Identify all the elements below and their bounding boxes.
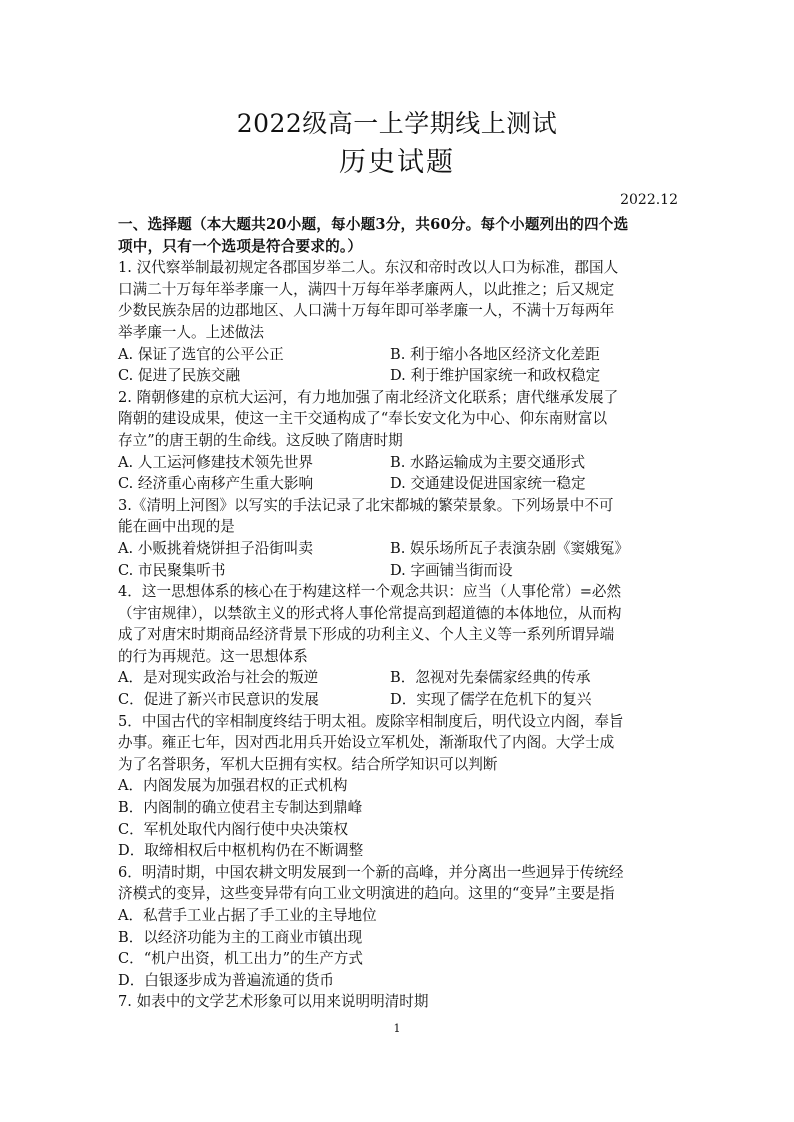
- question-2: [118, 387, 678, 495]
- question-7: [118, 991, 678, 1013]
- option-c: C．促进了新兴市民意识的发展: [118, 691, 319, 709]
- option-a: A．是对现实政治与社会的叛逆: [118, 669, 319, 687]
- question-text-line: 1. 汉代察举制最初规定各郡国岁举二人。东汉和帝时改以人口为标准，郡国人: [118, 259, 619, 277]
- option-b: B. 娱乐场所瓦子表演杂剧《窦娥冤》: [390, 539, 629, 557]
- question-text-line: 口满二十万每年举孝廉一人，满四十万每年举孝廉两人，以此推之；后又规定: [118, 280, 615, 298]
- option-c: C. 市民聚集听书: [118, 561, 226, 579]
- exam-subject-title: 历史试题: [339, 147, 455, 178]
- option-a: A．私营手工业占据了手工业的主导地位: [118, 907, 377, 924]
- question-text-line: 成了对唐宋时期商品经济背景下形成的功利主义、个人主义等一系列所谓异端: [118, 626, 615, 644]
- question-text-line: 举孝廉一人。上述做法: [118, 323, 264, 341]
- question-text-line: 4．这一思想体系的核心在于构建这样一个观念共识：应当（人事伦常）=必然: [118, 583, 622, 601]
- option-a: A. 保证了选官的公平公正: [118, 345, 284, 363]
- question-text-line: 的行为再规范。这一思想体系: [118, 647, 308, 665]
- question-5: [118, 711, 678, 862]
- section-header-line: 项中，只有一个选项是符合要求的。）: [118, 237, 363, 255]
- section-header-line: 一、选择题（本大题共20小题，每小题3分，共60分。每个小题列出的四个选: [118, 216, 629, 233]
- question-6: [118, 862, 678, 992]
- page-number: 1: [393, 1022, 401, 1035]
- question-text-line: 存立”的唐王朝的生命线。这反映了隋唐时期: [118, 431, 403, 449]
- question-text-line: 7. 如表中的文学艺术形象可以用来说明明清时期: [118, 993, 429, 1011]
- exam-title: 2022级高一上学期线上测试: [236, 109, 558, 138]
- option-a: A．内阁发展为加强君权的正式机构: [118, 777, 348, 795]
- option-row: [118, 344, 678, 366]
- exam-date: 2022.12: [620, 192, 678, 208]
- option-b: B. 水路运输成为主要交通形式: [390, 453, 586, 471]
- question-text-line: 隋朝的建设成果，使这一主干交通构成了“奉长安文化为中心、仰东南财富以: [118, 410, 608, 428]
- question-text-line: 少数民族杂居的边郡地区、人口满十万每年即可举孝廉一人，不满十万每两年: [118, 302, 615, 320]
- option-c: C. 促进了民族交融: [118, 367, 241, 385]
- option-c: C. 经济重心南移产生重大影响: [118, 475, 314, 493]
- question-3: [118, 495, 678, 581]
- question-1: [118, 257, 678, 387]
- question-text-line: （宇宙规律），以禁欲主义的形式将人事伦常提高到超道德的本体地位，从而构: [118, 604, 622, 622]
- option-row: [118, 365, 678, 387]
- option-b: B．内阁制的确立使君主专制达到鼎峰: [118, 799, 363, 817]
- option-a: A. 人工运河修建技术领先世界: [118, 453, 313, 471]
- option-b: B. 利于缩小各地区经济文化差距: [390, 345, 600, 363]
- option-row: [118, 538, 678, 560]
- question-text-line: 6．明清时期，中国农耕文明发展到一个新的高峰，并分离出一些迥异于传统经: [118, 863, 624, 881]
- option-d: D. 交通建设促进国家统一稳定: [390, 475, 586, 493]
- option-row: [118, 560, 678, 582]
- question-text-line: 2. 隋朝修建的京杭大运河，有力地加强了南北经济文化联系；唐代继承发展了: [118, 388, 619, 406]
- exam-content: [118, 214, 678, 1013]
- question-text-line: 5．中国古代的宰相制度终结于明太祖。废除宰相制度后，明代设立内阁，奉旨: [118, 712, 624, 730]
- question-text-line: 为了名誉职务，军机大臣拥有实权。结合所学知识可以判断: [118, 755, 498, 773]
- option-d: D. 字画铺当街而设: [390, 561, 513, 579]
- option-d: D. 利于维护国家统一和政权稳定: [390, 367, 601, 385]
- question-4: [118, 581, 678, 711]
- question-text-line: 3.《清明上河图》以写实的手法记录了北宋都城的繁荣景象。下列场景中不可: [118, 496, 614, 514]
- option-d: D．取缔相权后中枢机构仍在不断调整: [118, 842, 364, 860]
- option-row: [118, 689, 678, 711]
- option-d: D．实现了儒学在危机下的复兴: [390, 691, 592, 709]
- option-d: D．白银逐步成为普遍流通的货币: [118, 971, 335, 989]
- question-text-line: 办事。雍正七年，因对西北用兵开始设立军机处，渐渐取代了内阁。大学士成: [118, 734, 615, 752]
- option-b: B．忽视对先秦儒家经典的传承: [390, 669, 591, 687]
- question-text-line: 能在画中出现的是: [118, 518, 235, 536]
- option-row: [118, 667, 678, 689]
- option-row: [118, 452, 678, 474]
- option-b: B．以经济功能为主的工商业市镇出现: [118, 928, 363, 946]
- option-row: [118, 473, 678, 495]
- option-a: A. 小贩挑着烧饼担子沿街叫卖: [118, 539, 313, 557]
- question-text-line: 济模式的变异，这些变异带有向工业文明演进的趋向。这里的“变异”主要是指: [118, 885, 615, 903]
- option-c: C．“机户出资，机工出力”的生产方式: [118, 950, 363, 968]
- option-c: C．军机处取代内阁行使中央决策权: [118, 820, 349, 838]
